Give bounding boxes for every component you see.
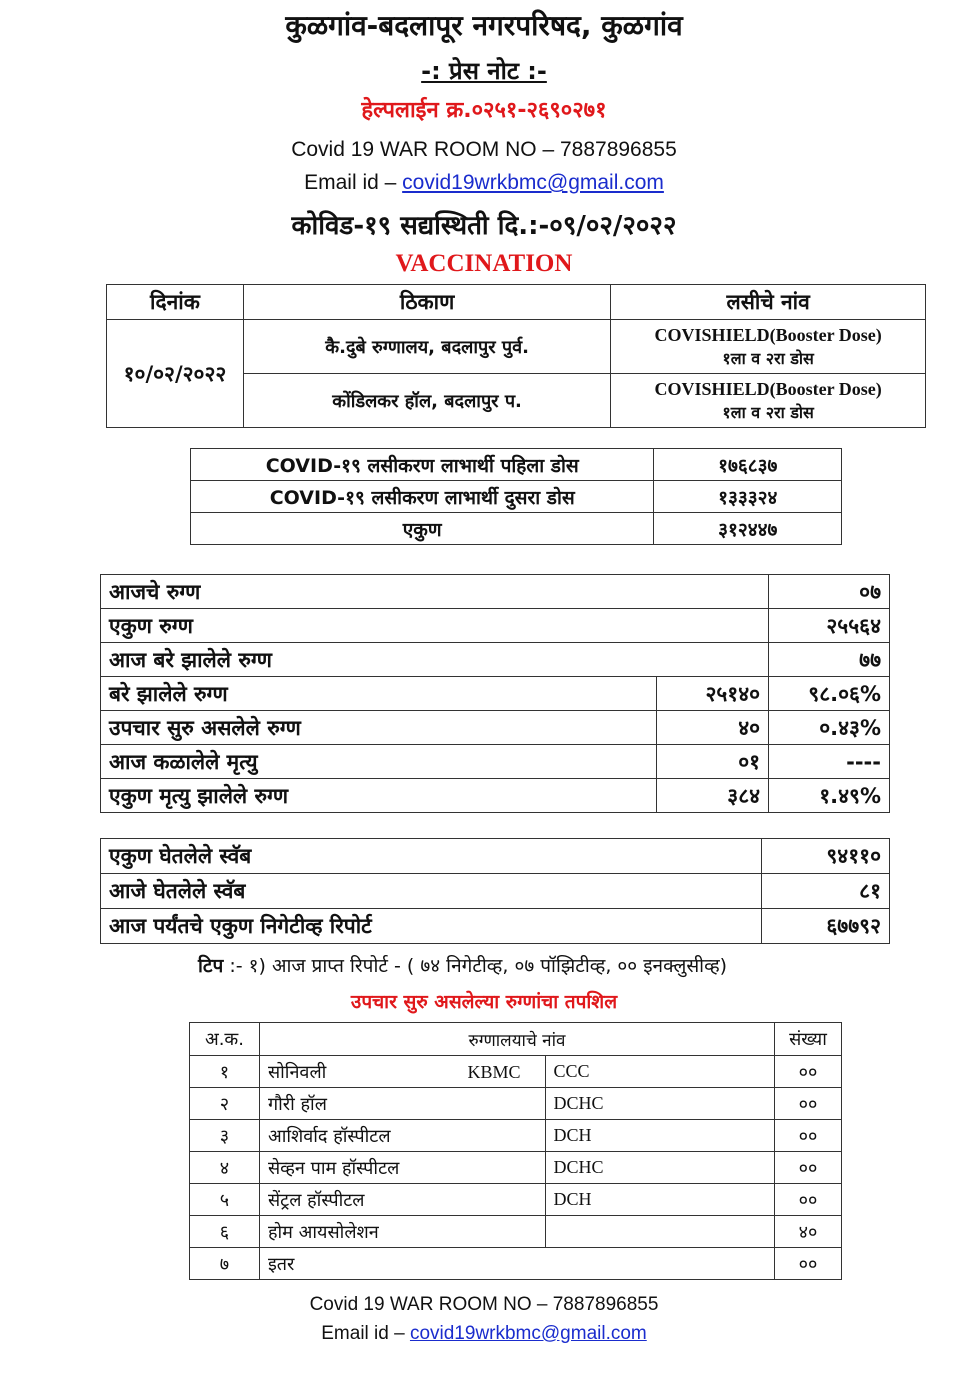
header-vaccine: लसीचे नांव: [611, 285, 926, 320]
vaccination-heading: VACCINATION: [395, 250, 573, 277]
table-row: [101, 909, 890, 944]
table-row: [190, 1088, 842, 1120]
row-count: ००: [775, 1120, 842, 1152]
patient-count: ३८४: [657, 779, 769, 813]
vaccination-vaccine: [611, 320, 926, 374]
vaccination-header-row: [107, 285, 926, 320]
row-type: DCH: [545, 1120, 775, 1152]
row-hospital-name: गौरी हॉल: [259, 1088, 545, 1120]
patient-count: ०१: [657, 745, 769, 779]
beneficiaries-table: [190, 448, 842, 545]
table-row: [101, 575, 890, 609]
row-count: ००: [775, 1088, 842, 1120]
patient-label: एकुण रुग्ण: [101, 609, 769, 643]
patient-label: बरे झालेले रुग्ण: [101, 677, 657, 711]
table-row: [101, 643, 890, 677]
beneficiary-value: ३१२४४७: [654, 513, 842, 545]
row-hospital-cell: [259, 1056, 545, 1088]
vaccination-date: १०/०२/२०२२: [107, 320, 244, 428]
swab-value: ८१: [762, 874, 890, 909]
patient-count: २५१४०: [657, 677, 769, 711]
patient-count: ४०: [657, 711, 769, 745]
row-count: ४०: [775, 1216, 842, 1248]
row-type: [545, 1216, 775, 1248]
table-row: [191, 449, 842, 481]
table-row: [191, 513, 842, 545]
header-sr: अ.क.: [190, 1023, 260, 1056]
table-row: [101, 609, 890, 643]
patient-value: ०७: [769, 575, 890, 609]
swab-value: ९४११०: [762, 839, 890, 874]
beneficiary-label: COVID-१९ लसीकरण लाभार्थी दुसरा डोस: [191, 481, 654, 513]
header-hospital: रुग्णालयाचे नांव: [259, 1023, 774, 1056]
swabs-table: [100, 838, 890, 944]
email-label: Email id –: [304, 171, 403, 194]
vaccine-doses: १ला व २रा डोस: [722, 348, 814, 368]
war-room-number: Covid 19 WAR ROOM NO – 7887896855: [291, 138, 677, 161]
patient-percent: ०.४३%: [769, 711, 890, 745]
table-row: [191, 481, 842, 513]
row-sr: ६: [190, 1216, 260, 1248]
table-row: [101, 745, 890, 779]
table-row: [190, 1248, 842, 1280]
footer-email-line: [0, 1323, 968, 1345]
row-hospital-name: सेव्हन पाम हॉस्पीटल: [259, 1152, 545, 1184]
treatment-header-row: [190, 1023, 842, 1056]
beneficiary-value: १७६८३७: [654, 449, 842, 481]
press-note-heading: -: प्रेस नोट :-: [421, 57, 547, 85]
table-row: [190, 1120, 842, 1152]
treatment-heading: उपचार सुरु असलेल्या रुग्णांचा तपशिल: [350, 991, 618, 1013]
row-count: ००: [775, 1184, 842, 1216]
vaccination-place: कै.दुबे रुग्णालय, बदलापुर पुर्व.: [243, 320, 610, 374]
row-hospital-name: आशिर्वाद हॉस्पीटल: [259, 1120, 545, 1152]
swab-label: आज पर्यंतचे एकुण निगेटीव्ह रिपोर्ट: [101, 909, 762, 944]
vaccine-doses: १ला व २रा डोस: [722, 402, 814, 422]
patient-label: एकुण मृत्यु झालेले रुग्ण: [101, 779, 657, 813]
patient-label: आजचे रुग्ण: [101, 575, 769, 609]
note-text: :- १) आज प्राप्त रिपोर्ट - ( ७४ निगेटीव्ह, ०७ पॉझिटीव्ह, ०० इनक्लुसीव्ह): [229, 955, 728, 977]
row-hospital-name: इतर: [259, 1248, 774, 1280]
note-line: [198, 952, 727, 978]
row-sr: ३: [190, 1120, 260, 1152]
email-line: [0, 171, 968, 195]
footer-war-room: Covid 19 WAR ROOM NO – 7887896855: [309, 1294, 659, 1315]
row-sr: २: [190, 1088, 260, 1120]
table-row: [190, 1184, 842, 1216]
row-count: ००: [775, 1248, 842, 1280]
table-row: [101, 839, 890, 874]
row-hospital-name: सेंट्रल हॉस्पीटल: [259, 1184, 545, 1216]
swab-label: एकुण घेतलेले स्वॅब: [101, 839, 762, 874]
row-type: CCC: [545, 1056, 775, 1088]
header-place: ठिकाण: [243, 285, 610, 320]
table-row: [101, 779, 890, 813]
patient-percent: ९८.०६%: [769, 677, 890, 711]
helpline-number: हेल्पलाईन क्र.०२५१-२६९०२७१: [361, 98, 607, 123]
patient-value: २५५६४: [769, 609, 890, 643]
status-date-heading: कोविड-१९ सद्यस्थिती दि.:-०९/०२/२०२२: [291, 211, 677, 241]
footer-email-link[interactable]: covid19wrkbmc@gmail.com: [409, 1323, 647, 1344]
row-count: ००: [775, 1056, 842, 1088]
header-date: दिनांक: [107, 285, 244, 320]
patient-percent: १.४९%: [769, 779, 890, 813]
vaccination-table: [106, 284, 926, 428]
row-hospital-name: होम आयसोलेशन: [259, 1216, 545, 1248]
row-type: DCH: [545, 1184, 775, 1216]
patient-value: ७७: [769, 643, 890, 677]
row-sr: ४: [190, 1152, 260, 1184]
header-count: संख्या: [775, 1023, 842, 1056]
swab-label: आजे घेतलेले स्वॅब: [101, 874, 762, 909]
vaccine-name: COVISHIELD(Booster Dose): [654, 324, 882, 345]
vaccination-row: [107, 320, 926, 374]
beneficiary-label: COVID-१९ लसीकरण लाभार्थी पहिला डोस: [191, 449, 654, 481]
beneficiary-label: एकुण: [191, 513, 654, 545]
vaccination-place: कोंडिलकर हॉल, बदलापुर प.: [243, 374, 610, 428]
email-link[interactable]: covid19wrkbmc@gmail.com: [402, 171, 664, 194]
row-type: DCHC: [545, 1152, 775, 1184]
patient-label: आज बरे झालेले रुग्ण: [101, 643, 769, 677]
table-row: [190, 1152, 842, 1184]
swab-value: ६७७९२: [762, 909, 890, 944]
vaccination-vaccine: [611, 374, 926, 428]
patient-percent: ----: [769, 745, 890, 779]
beneficiary-value: १३३३२४: [654, 481, 842, 513]
row-sr: १: [190, 1056, 260, 1088]
table-row: [101, 711, 890, 745]
treatment-table: [189, 1022, 842, 1280]
footer-email-label: Email id –: [321, 1323, 410, 1344]
patient-label: उपचार सुरु असलेले रुग्ण: [101, 711, 657, 745]
row-type: DCHC: [545, 1088, 775, 1120]
row-org: KBMC: [467, 1061, 521, 1082]
table-row: [190, 1056, 842, 1088]
table-row: [101, 677, 890, 711]
note-prefix: टिप: [198, 955, 224, 977]
table-row: [101, 874, 890, 909]
page-title: कुळगांव-बदलापूर नगरपरिषद, कुळगांव: [285, 9, 683, 42]
patients-table: [100, 574, 890, 813]
patient-label: आज कळालेले मृत्यु: [101, 745, 657, 779]
row-count: ००: [775, 1152, 842, 1184]
row-sr: ७: [190, 1248, 260, 1280]
table-row: [190, 1216, 842, 1248]
row-sr: ५: [190, 1184, 260, 1216]
vaccine-name: COVISHIELD(Booster Dose): [654, 378, 882, 399]
row-hospital-name: सोनिवली: [267, 1061, 327, 1083]
